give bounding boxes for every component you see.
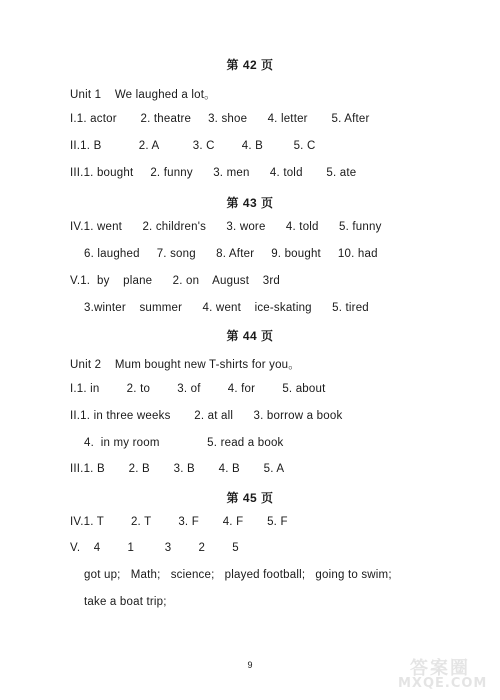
answer-line: IV.1. went 2. children's 3. wore 4. told 5. funny: [70, 221, 382, 233]
section-heading-p42: 第 42 页: [226, 58, 274, 72]
watermark-logo: [396, 654, 492, 694]
answer-line: V. 4 1 3 2 5: [70, 542, 239, 554]
answer-line: II.1. in three weeks 2. at all 3. borrow a book: [70, 410, 343, 422]
section-heading-p44: 第 44 页: [226, 329, 274, 343]
answer-line: IV.1. T 2. T 3. F 4. F 5. F: [70, 516, 288, 528]
unit-title: Unit 2 Mum bought new T-shirts for you。: [70, 359, 300, 371]
answer-line: 6. laughed 7. song 8. After 9. bought 10. had: [84, 248, 378, 260]
section-heading-p43: 第 43 页: [226, 196, 274, 210]
answer-line: got up; Math; science; played football; going to swim;: [84, 569, 392, 581]
answer-line: III.1. B 2. B 3. B 4. B 5. A: [70, 463, 285, 475]
answer-line: V.1. by plane 2. on August 3rd: [70, 275, 280, 287]
answer-line: III.1. bought 2. funny 3. men 4. told 5. ate: [70, 167, 357, 179]
answer-line: take a boat trip;: [84, 596, 167, 608]
unit-title: Unit 1 We laughed a lot。: [70, 89, 216, 101]
answer-line: I.1. in 2. to 3. of 4. for 5. about: [70, 383, 326, 395]
watermark-text-top: 答案圈: [410, 658, 470, 679]
section-heading-p45: 第 45 页: [226, 491, 274, 505]
page-number: 9: [247, 660, 253, 670]
answer-line: 3.winter summer 4. went ice-skating 5. tired: [84, 302, 369, 314]
answer-line: 4. in my room 5. read a book: [84, 437, 284, 449]
answer-line: II.1. B 2. A 3. C 4. B 5. C: [70, 140, 316, 152]
watermark-text-bottom: MXQE.COM: [398, 676, 488, 691]
answer-line: I.1. actor 2. theatre 3. shoe 4. letter 5. After: [70, 113, 370, 125]
